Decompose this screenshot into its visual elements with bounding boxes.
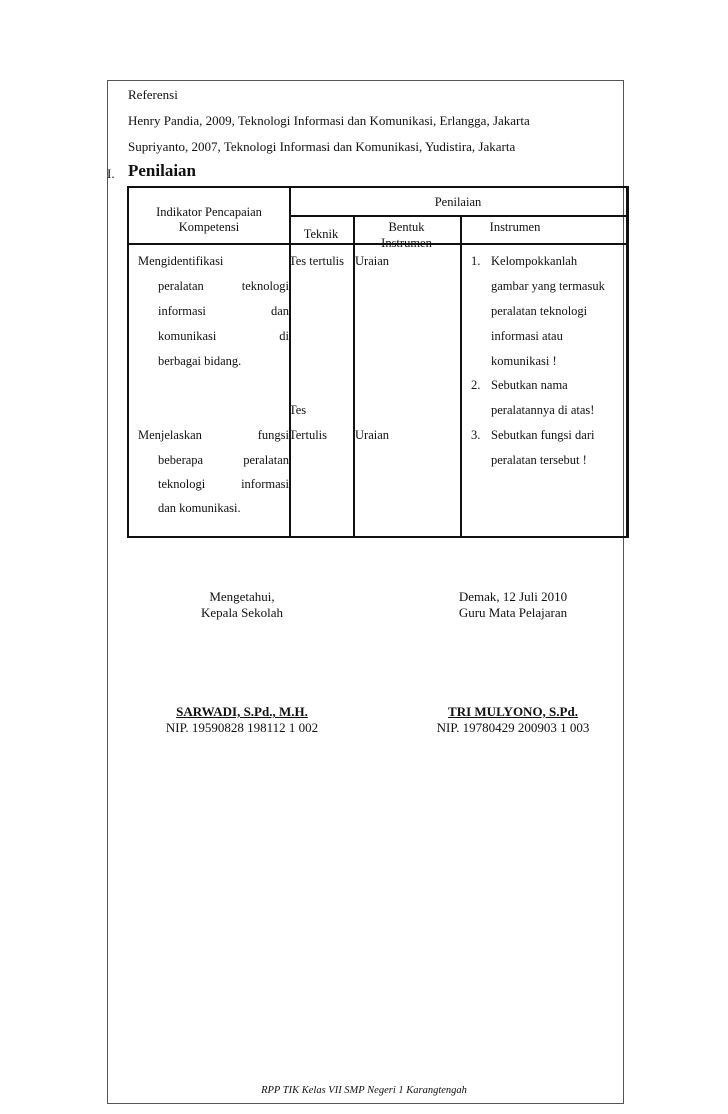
instrument-q2-line1: Sebutkan nama: [491, 378, 568, 392]
instrument-q1-line5: komunikasi !: [491, 354, 557, 368]
row2-teknik-line2: Tertulis: [289, 428, 328, 442]
header-teknik: Teknik: [303, 227, 339, 241]
signature-left-nip: NIP. 19590828 198112 1 002: [165, 720, 319, 735]
row1-teknik: Tes tertulis: [289, 254, 345, 268]
row1-indicator-line3-b: dan: [270, 304, 289, 318]
row1-indicator-line2-a: peralatan: [158, 279, 204, 293]
row2-indicator-line1-a: Menjelaskan: [138, 428, 202, 442]
row1-indicator-line4-a: komunikasi: [158, 329, 217, 343]
header-bentuk-line2: Instrumen: [381, 236, 432, 250]
instrument-q2-line2: peralatannya di atas!: [491, 403, 595, 417]
instrument-q3-line1: Sebutkan fungsi dari: [491, 428, 595, 442]
signature-right-nip: NIP. 19780429 200903 1 003: [436, 720, 590, 735]
header-bentuk-line1: Bentuk: [388, 220, 425, 234]
row2-indicator-line2-b: peralatan: [243, 453, 289, 467]
table-divider-bentuk: [460, 216, 462, 536]
reference-item-2: Supriyanto, 2007, Teknologi Informasi dan Komunikasi, Yudistira, Jakarta: [128, 139, 516, 154]
instrument-q1-line4: informasi atau: [491, 329, 563, 343]
signature-left-line2: Kepala Sekolah: [201, 605, 283, 620]
row2-indicator-line1-b: fungsi: [257, 428, 289, 442]
signature-right-line2: Guru Mata Pelajaran: [458, 605, 568, 620]
signature-left-name: SARWADI, S.Pd., M.H.: [176, 704, 308, 719]
row1-indicator-line4: [158, 329, 289, 344]
header-indicator-line1: Indikator Pencapaian: [156, 205, 262, 219]
row1-indicator-line4-b: di: [279, 329, 289, 343]
header-instrumen: Instrumen: [489, 220, 541, 234]
instrument-q1-line3: peralatan teknologi: [491, 304, 588, 318]
row2-indicator-line4: dan komunikasi.: [158, 501, 241, 515]
instrument-q1-line2: gambar yang termasuk: [491, 279, 605, 293]
row2-teknik-line1: Tes: [289, 403, 307, 417]
row1-indicator-line2: [158, 279, 289, 294]
section-number: I.: [107, 166, 115, 181]
instrument-q2-number: 2.: [471, 378, 481, 392]
signature-right-name: TRI MULYONO, S.Pd.: [448, 704, 578, 719]
row2-indicator-line3: [158, 477, 289, 492]
row2-indicator-line1: [138, 428, 289, 443]
row2-indicator-line3-b: informasi: [241, 477, 289, 491]
instrument-q1-number: 1.: [471, 254, 481, 268]
table-subheader-line: [289, 215, 627, 217]
row1-indicator-line2-b: teknologi: [241, 279, 289, 293]
header-penilaian: Penilaian: [434, 195, 482, 209]
table-divider-right: [626, 188, 628, 536]
instrument-q3-line2: peralatan tersebut !: [491, 453, 587, 467]
row1-indicator-line5: berbagai bidang.: [158, 354, 242, 368]
row2-indicator-line3-a: teknologi: [158, 477, 206, 491]
instrument-q1-line1: Kelompokkanlah: [491, 254, 578, 268]
signature-right-line1: Demak, 12 Juli 2010: [458, 589, 568, 604]
instrument-q3-number: 3.: [471, 428, 481, 442]
header-indicator-line2: Kompetensi: [178, 220, 240, 234]
row1-indicator-line3: [158, 304, 289, 319]
section-title: Penilaian: [128, 161, 197, 180]
row2-indicator-line2: [158, 453, 289, 468]
row2-bentuk: Uraian: [355, 428, 390, 442]
references-title: Referensi: [128, 87, 178, 102]
row1-indicator-line1: Mengidentifikasi: [138, 254, 224, 268]
row2-indicator-line2-a: beberapa: [158, 453, 204, 467]
row1-indicator-line3-a: informasi: [158, 304, 206, 318]
signature-left-line1: Mengetahui,: [209, 589, 275, 604]
page-footer: RPP TIK Kelas VII SMP Negeri 1 Karangtengah: [261, 1085, 467, 1096]
reference-item-1: Henry Pandia, 2009, Teknologi Informasi dan Komunikasi, Erlangga, Jakarta: [128, 113, 530, 128]
row1-bentuk: Uraian: [355, 254, 390, 268]
